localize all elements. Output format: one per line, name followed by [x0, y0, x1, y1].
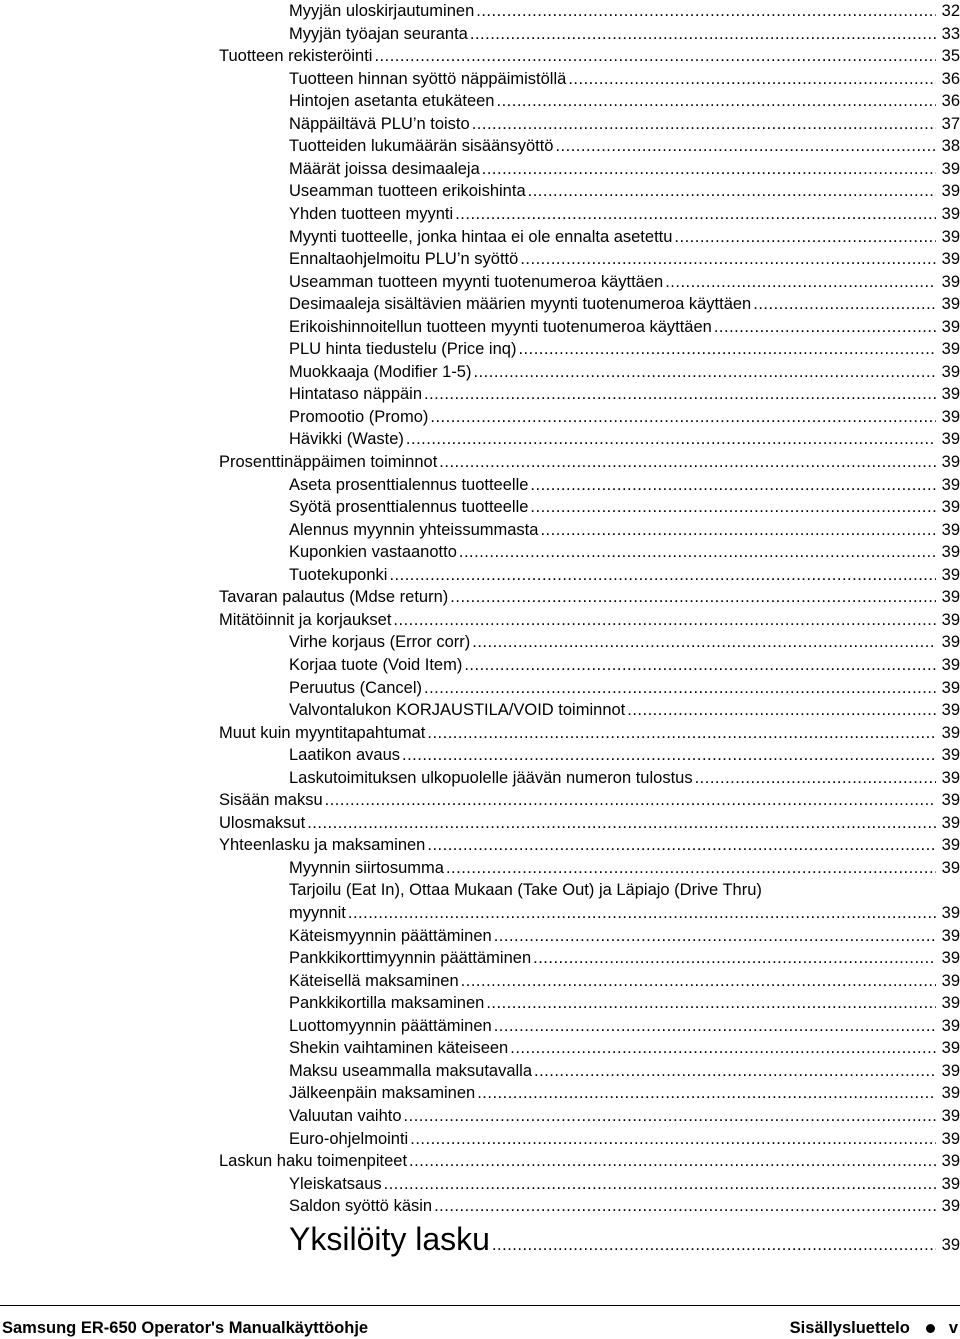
toc-leader-dots: [410, 1128, 936, 1150]
toc-leader-dots: [434, 1195, 936, 1217]
toc-entry-page: 39: [941, 633, 960, 652]
toc-entry-title: Ennaltaohjelmoitu PLU’n syöttö: [289, 250, 519, 269]
toc-entry-title: Muokkaaja (Modifier 1-5): [289, 362, 472, 381]
toc-entry[interactable]: [219, 1150, 960, 1172]
toc-leader-dots: [665, 271, 936, 293]
toc-entry[interactable]: [289, 541, 960, 563]
toc-leader-dots: [393, 609, 936, 631]
toc-entry[interactable]: [219, 722, 960, 744]
toc-entry-title: Promootio (Promo): [289, 407, 429, 426]
toc-leader-dots: [627, 699, 936, 721]
toc-entry-page: 39: [941, 430, 960, 449]
toc-leader-dots: [389, 564, 936, 586]
toc-entry-title: Yksilöity lasku: [289, 1220, 490, 1257]
toc-entry-title: myynnit: [289, 904, 346, 922]
toc-entry-title: Määrät joissa desimaaleja: [289, 159, 480, 178]
toc-leader-dots: [674, 226, 936, 248]
toc-leader-dots: [402, 744, 936, 766]
toc-leader-dots: [404, 1105, 936, 1127]
toc-entry-title: Korjaa tuote (Void Item): [289, 655, 463, 674]
toc-entry-title: Useamman tuotteen erikoishinta: [289, 182, 526, 201]
toc-entry-page: 39: [941, 610, 960, 629]
toc-entry-page: 39: [941, 1235, 960, 1254]
toc-entry[interactable]: [219, 812, 960, 834]
toc-entry-page: 39: [941, 746, 960, 765]
toc-entry[interactable]: [289, 699, 960, 721]
toc-entry[interactable]: [289, 564, 960, 586]
toc-leader-dots: [427, 834, 936, 856]
toc-entry-page: 39: [941, 475, 960, 494]
toc-leader-dots: [534, 1060, 936, 1082]
toc-entry-title: Pankkikortilla maksaminen: [289, 994, 485, 1013]
toc-entry[interactable]: [289, 1221, 960, 1257]
toc-entry-page: 39: [941, 159, 960, 178]
toc-entry-title: Erikoishinnoitellun tuotteen myynti tuotenumeroa käyttäen: [289, 317, 712, 336]
toc-leader-dots: [473, 361, 936, 383]
toc-entry[interactable]: [219, 451, 960, 473]
toc-entry-title: Yhden tuotteen myynti: [289, 204, 454, 223]
toc-entry[interactable]: [289, 496, 960, 518]
toc-leader-dots: [455, 203, 936, 225]
toc-entry[interactable]: [289, 654, 960, 676]
toc-entry-title: Laatikon avaus: [289, 746, 400, 765]
toc-entry-title: Valvontalukon KORJAUSTILA/VOID toiminnot: [289, 701, 626, 720]
toc-leader-dots: [464, 654, 936, 676]
toc-entry-title: Hävikki (Waste): [289, 430, 404, 449]
toc-entry[interactable]: [289, 428, 960, 450]
toc-entry[interactable]: [289, 970, 960, 992]
toc-leader-dots: [427, 722, 936, 744]
toc-entry-title: Alennus myynnin yhteissummasta: [289, 520, 539, 539]
toc-entry[interactable]: [289, 383, 960, 405]
toc-leader-dots: [476, 0, 936, 22]
toc-leader-dots: [307, 812, 936, 834]
toc-entry-title: Hintojen asetanta etukäteen: [289, 92, 495, 111]
toc-entry-page: 39: [941, 250, 960, 269]
toc-entry[interactable]: [289, 1082, 960, 1104]
toc-leader-dots: [384, 1173, 936, 1195]
toc-entry[interactable]: [219, 609, 960, 631]
toc-entry-title: Käteisellä maksaminen: [289, 971, 459, 990]
toc-entry[interactable]: [289, 248, 960, 270]
toc-entry-title: Mitätöinnit ja korjaukset: [219, 610, 392, 629]
toc-entry-page: 39: [941, 407, 960, 426]
toc-leader-dots: [530, 496, 936, 518]
toc-leader-dots: [430, 406, 936, 428]
toc-entry-title: Myynnin siirtosumma: [289, 858, 444, 877]
toc-entry-page: 39: [941, 858, 960, 877]
toc-entry[interactable]: [289, 226, 960, 248]
toc-entry-page: 39: [941, 1061, 960, 1080]
toc-entry-page: 39: [941, 362, 960, 381]
toc-leader-dots: [424, 677, 936, 699]
toc-entry-page: 39: [941, 655, 960, 674]
toc-entry-title: Näppäiltävä PLU’n toisto: [289, 114, 470, 133]
toc-entry-page: 39: [941, 182, 960, 201]
toc-entry-title: Luottomyynnin päättäminen: [289, 1016, 492, 1035]
bullet-icon: [926, 1324, 935, 1333]
toc-entry-title: Tuotteen hinnan syöttö näppäimistöllä: [289, 69, 567, 88]
toc-entry[interactable]: [289, 925, 960, 947]
toc-entry[interactable]: [289, 1037, 960, 1059]
toc-entry[interactable]: [289, 406, 960, 428]
toc-entry[interactable]: [289, 203, 960, 225]
footer-right-group: [790, 1319, 958, 1338]
toc-entry-title: Tuotteen rekisteröinti: [219, 47, 373, 66]
toc-entry-page: 39: [941, 543, 960, 562]
toc-entry-page: 39: [941, 768, 960, 787]
toc-entry[interactable]: [289, 767, 960, 789]
toc-leader-dots: [492, 1227, 936, 1263]
toc-entry-title: Virhe korjaus (Error corr): [289, 633, 471, 652]
toc-leader-dots: [695, 767, 936, 789]
toc-entry-title: Maksu useammalla maksutavalla: [289, 1061, 533, 1080]
toc-entry-page: 39: [941, 317, 960, 336]
toc-entry-page: 39: [941, 904, 960, 922]
toc-entry-page: 39: [941, 385, 960, 404]
toc-entry-page: 39: [941, 272, 960, 291]
toc-entry[interactable]: [289, 113, 960, 135]
toc-entry[interactable]: [289, 744, 960, 766]
toc-entry-title: Tuotteiden lukumäärän sisäänsyöttö: [289, 137, 554, 156]
toc-leader-dots: [348, 902, 936, 924]
toc-leader-dots: [406, 428, 936, 450]
toc-entry[interactable]: [289, 135, 960, 157]
toc-leader-dots: [424, 383, 936, 405]
toc-entry-title: Myynti tuotteelle, jonka hintaa ei ole ennalta asetettu: [289, 227, 673, 246]
toc-leader-dots: [486, 992, 936, 1014]
toc-leader-dots: [477, 1082, 936, 1104]
toc-entry-title: Myyjän työajan seuranta: [289, 24, 468, 43]
footer-section-title: Sisällysluettelo: [789, 1319, 910, 1337]
toc-leader-dots: [470, 23, 936, 45]
toc-entry-title: Valuutan vaihto: [289, 1106, 402, 1125]
toc-entry-page: 39: [941, 971, 960, 990]
toc-leader-dots: [518, 338, 936, 360]
toc-entry[interactable]: [289, 1128, 960, 1150]
toc-entry[interactable]: [289, 1105, 960, 1127]
toc-leader-dots: [530, 474, 936, 496]
toc-entry-page: 39: [941, 813, 960, 832]
toc-entry-page: 39: [941, 1174, 960, 1193]
toc-entry-page: 36: [941, 92, 960, 111]
toc-entry[interactable]: [289, 90, 960, 112]
toc-entry-title: Tavaran palautus (Mdse return): [219, 588, 449, 607]
toc-entry-title: Muut kuin myyntitapahtumat: [219, 723, 426, 742]
toc-entry[interactable]: [289, 1060, 960, 1082]
toc-entry-page: 39: [941, 1129, 960, 1148]
toc-entry-page: 37: [941, 114, 960, 133]
toc-entry[interactable]: [219, 586, 960, 608]
toc-entry[interactable]: [289, 947, 960, 969]
toc-entry-title: Ulosmaksut: [219, 813, 306, 832]
toc-leader-dots: [472, 631, 936, 653]
toc-entry[interactable]: [289, 902, 960, 924]
toc-leader-dots: [714, 316, 936, 338]
toc-leader-dots: [461, 970, 936, 992]
toc-entry-page: 39: [941, 723, 960, 742]
toc-entry-page: 39: [941, 926, 960, 945]
toc-entry[interactable]: [289, 474, 960, 496]
toc-entry[interactable]: [289, 1173, 960, 1195]
toc-entry-title: Peruutus (Cancel): [289, 678, 422, 697]
toc-entry-page: 39: [941, 1084, 960, 1103]
toc-entry-title: Shekin vaihtaminen käteiseen: [289, 1039, 509, 1058]
toc-entry[interactable]: [289, 1015, 960, 1037]
toc-entry-page: 39: [941, 520, 960, 539]
toc-entry-page: 39: [941, 565, 960, 584]
toc-entry-title: Saldon syöttö käsin: [289, 1197, 433, 1216]
toc-leader-dots: [753, 293, 936, 315]
toc-entry-title: Euro-ohjelmointi: [289, 1129, 409, 1148]
toc-entry-page: 39: [941, 949, 960, 968]
toc-entry-page: 39: [941, 295, 960, 314]
toc-entry-title: Laskutoimituksen ulkopuolelle jäävän numeron tulostus: [289, 768, 693, 787]
toc-leader-dots: [494, 925, 936, 947]
toc-entry-title: Yhteenlasku ja maksaminen: [219, 836, 426, 855]
toc-leader-dots: [540, 519, 936, 541]
toc-entry-title: Aseta prosenttialennus tuotteelle: [289, 475, 529, 494]
toc-entry-page: 39: [941, 994, 960, 1013]
toc-entry-page: 39: [941, 1197, 960, 1216]
toc-leader-dots: [497, 90, 937, 112]
toc-entry-page: 39: [941, 204, 960, 223]
toc-entry[interactable]: [289, 316, 960, 338]
toc-entry[interactable]: [289, 1195, 960, 1217]
toc-entry[interactable]: [289, 338, 960, 360]
toc-entry[interactable]: [289, 0, 960, 22]
toc-leader-dots: [482, 158, 936, 180]
toc-entry[interactable]: [289, 519, 960, 541]
toc-entry[interactable]: [289, 879, 960, 901]
toc-leader-dots: [555, 135, 936, 157]
toc-entry-title: Käteismyynnin päättäminen: [289, 926, 492, 945]
toc-entry[interactable]: [289, 857, 960, 879]
toc-leader-dots: [533, 947, 936, 969]
toc-entry-page: 39: [941, 340, 960, 359]
toc-entry-title: Laskun haku toimenpiteet: [219, 1152, 408, 1171]
toc-leader-dots: [409, 1150, 936, 1172]
toc-entry[interactable]: [289, 158, 960, 180]
toc-entry-page: 33: [941, 24, 960, 43]
toc-entry-title: PLU hinta tiedustelu (Price inq): [289, 340, 517, 359]
toc-leader-dots: [472, 113, 936, 135]
toc-entry[interactable]: [219, 45, 960, 67]
toc-leader-dots: [374, 45, 936, 67]
toc-entry-title: Syötä prosenttialennus tuotteelle: [289, 498, 529, 517]
footer-divider: [0, 1305, 960, 1306]
toc-entry[interactable]: [289, 631, 960, 653]
toc-entry-page: 35: [941, 47, 960, 66]
toc-entry-title: Desimaaleja sisältävien määrien myynti tuotenumeroa käyttäen: [289, 295, 752, 314]
toc-entry-page: 39: [941, 1152, 960, 1171]
toc-leader-dots: [568, 68, 936, 90]
toc-entry[interactable]: [289, 271, 960, 293]
toc-leader-dots: [459, 541, 936, 563]
toc-entry-title: Sisään maksu: [219, 791, 323, 810]
footer-page-number: v: [948, 1319, 958, 1337]
toc-leader-dots: [446, 857, 936, 879]
toc-entry[interactable]: [219, 834, 960, 856]
toc-entry-page: 39: [941, 588, 960, 607]
toc-entry-title: Jälkeenpäin maksaminen: [289, 1084, 476, 1103]
toc-entry-title: Pankkikorttimyynnin päättäminen: [289, 949, 532, 968]
toc-leader-dots: [494, 1015, 936, 1037]
toc-entry[interactable]: [289, 992, 960, 1014]
toc-leader-dots: [325, 789, 936, 811]
toc-entry[interactable]: [289, 361, 960, 383]
toc-entry-title: Yleiskatsaus: [289, 1174, 382, 1193]
toc-entry-page: 39: [941, 498, 960, 517]
toc-entry-page: 36: [941, 69, 960, 88]
toc-entry-page: 39: [941, 1106, 960, 1125]
toc-entry[interactable]: [289, 293, 960, 315]
toc-entry-page: 39: [941, 1039, 960, 1058]
toc-leader-dots: [450, 586, 936, 608]
toc-entry-page: 39: [941, 836, 960, 855]
toc-entry[interactable]: [289, 180, 960, 202]
toc-entry-title: Hintataso näppäin: [289, 385, 423, 404]
toc-entry-page: 39: [941, 227, 960, 246]
toc-entry[interactable]: [289, 68, 960, 90]
toc-entry[interactable]: [219, 789, 960, 811]
toc-entry[interactable]: [289, 677, 960, 699]
toc-leader-dots: [520, 248, 936, 270]
toc-leader-dots: [510, 1037, 936, 1059]
toc-entry-title: Myyjän uloskirjautuminen: [289, 2, 475, 20]
toc-entry-page: 39: [941, 791, 960, 810]
toc-entry-title: Prosenttinäppäimen toiminnot: [219, 453, 438, 471]
toc-entry-page: 32: [941, 2, 960, 20]
toc-entry-title: Useamman tuotteen myynti tuotenumeroa käyttäen: [289, 272, 664, 291]
toc-entry-title: Tuotekuponki: [289, 565, 388, 584]
toc-entry-page: 39: [941, 453, 960, 471]
footer-manual-title: Samsung ER-650 Operator's Manualkäyttöohje: [2, 1319, 369, 1337]
toc-entry-page: 38: [941, 137, 960, 156]
toc-entry-title: Kuponkien vastaanotto: [289, 543, 457, 562]
toc-entry[interactable]: [289, 23, 960, 45]
toc-entry-page: 39: [941, 1016, 960, 1035]
toc-entry-title: Tarjoilu (Eat In), Ottaa Mukaan (Take Out) ja Läpiajo (Drive Thru): [289, 881, 762, 900]
toc-entry-page: 39: [941, 701, 960, 720]
toc-entry-page: 39: [941, 678, 960, 697]
page-footer: [0, 1305, 960, 1339]
toc-leader-dots: [528, 180, 936, 202]
toc-leader-dots: [439, 451, 936, 473]
